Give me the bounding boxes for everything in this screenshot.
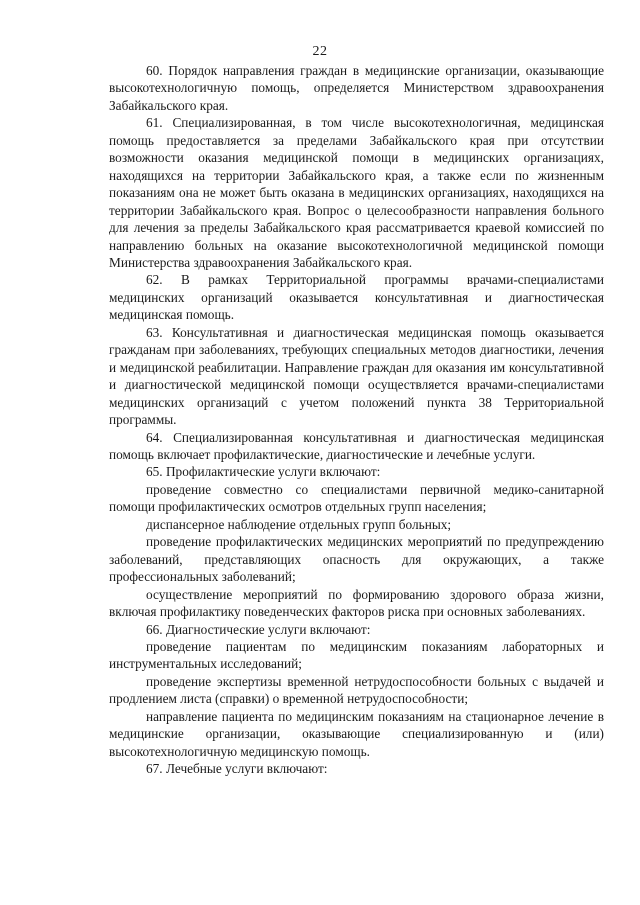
paragraph-62: 62. В рамках Территориальной программы врачами-специалистами медицинских организаций оказывается консультативная и диагностическая медицинская помощь. (109, 272, 604, 323)
paragraph-61: 61. Специализированная, в том числе высокотехнологичная, медицинская помощь предоставляется за пределами Забайкальского края при отсутствии возможности оказания медицинской помощи в медицинских организациях, находящихся на территории Забайкальского края, а также если по жизненным показаниям она не может быть оказана в медицинских организациях, находящихся на территории Забайкальского края. Вопрос о целесообразности направления больного для лечения за пределы Забайкальского края рассматривается краевой комиссией по направлению больных на оказание высокотехнологичной медицинской помощи Министерства здравоохранения Забайкальского края. (109, 115, 604, 270)
document-body (109, 62, 604, 778)
list-item-preventive-exams: проведение совместно со специалистами первичной медико-санитарной помощи профилактических осмотров отдельных групп населения; (109, 481, 604, 515)
paragraph-66-heading: 66. Диагностические услуги включают: (146, 621, 371, 637)
paragraph-60: 60. Порядок направления граждан в медицинские организации, оказывающие высокотехнологичную помощь, определяется Министерством здравоохранения Забайкальского края. (109, 63, 604, 113)
paragraph-65-heading: 65. Профилактические услуги включают: (146, 464, 381, 480)
paragraph-63: 63. Консультативная и диагностическая медицинская помощь оказывается гражданам при заболеваниях, требующих специальных методов диагностики, лечения и медицинской реабилитации. Направление граждан для оказания им консультативной и диагностической медицинской помощи осуществляется врачами-специалистами медицинских организаций с учетом положений пункта 38 Территориальной программы. (109, 324, 604, 428)
list-item-healthy-lifestyle: осуществление мероприятий по формированию здорового образа жизни, включая профилактику поведенческих факторов риска при основных заболеваниях. (109, 586, 604, 620)
list-item-lab-research: проведение пациентам по медицинским показаниям лабораторных и инструментальных исследований; (109, 638, 604, 672)
list-item-disability-examination: проведение экспертизы временной нетрудоспособности больных с выдачей и продлением листа (справки) о временной нетрудоспособности; (109, 673, 604, 707)
page-number: 22 (312, 44, 328, 59)
list-item-dispensary-observation: диспансерное наблюдение отдельных групп больных; (146, 516, 452, 532)
list-item-disease-prevention: проведение профилактических медицинских мероприятий по предупреждению заболеваний, представляющих опасность для окружающих, а также профессиональных заболеваний; (109, 534, 604, 585)
paragraph-64: 64. Специализированная консультативная и диагностическая медицинская помощь включает профилактические, диагностические и лечебные услуги. (109, 429, 604, 462)
paragraph-67-heading: 67. Лечебные услуги включают: (146, 761, 328, 777)
list-item-hospital-referral: направление пациента по медицинским показаниям на стационарное лечение в медицинские организации, оказывающие специализированную и (или) высокотехнологичную медицинскую помощь. (109, 708, 604, 759)
